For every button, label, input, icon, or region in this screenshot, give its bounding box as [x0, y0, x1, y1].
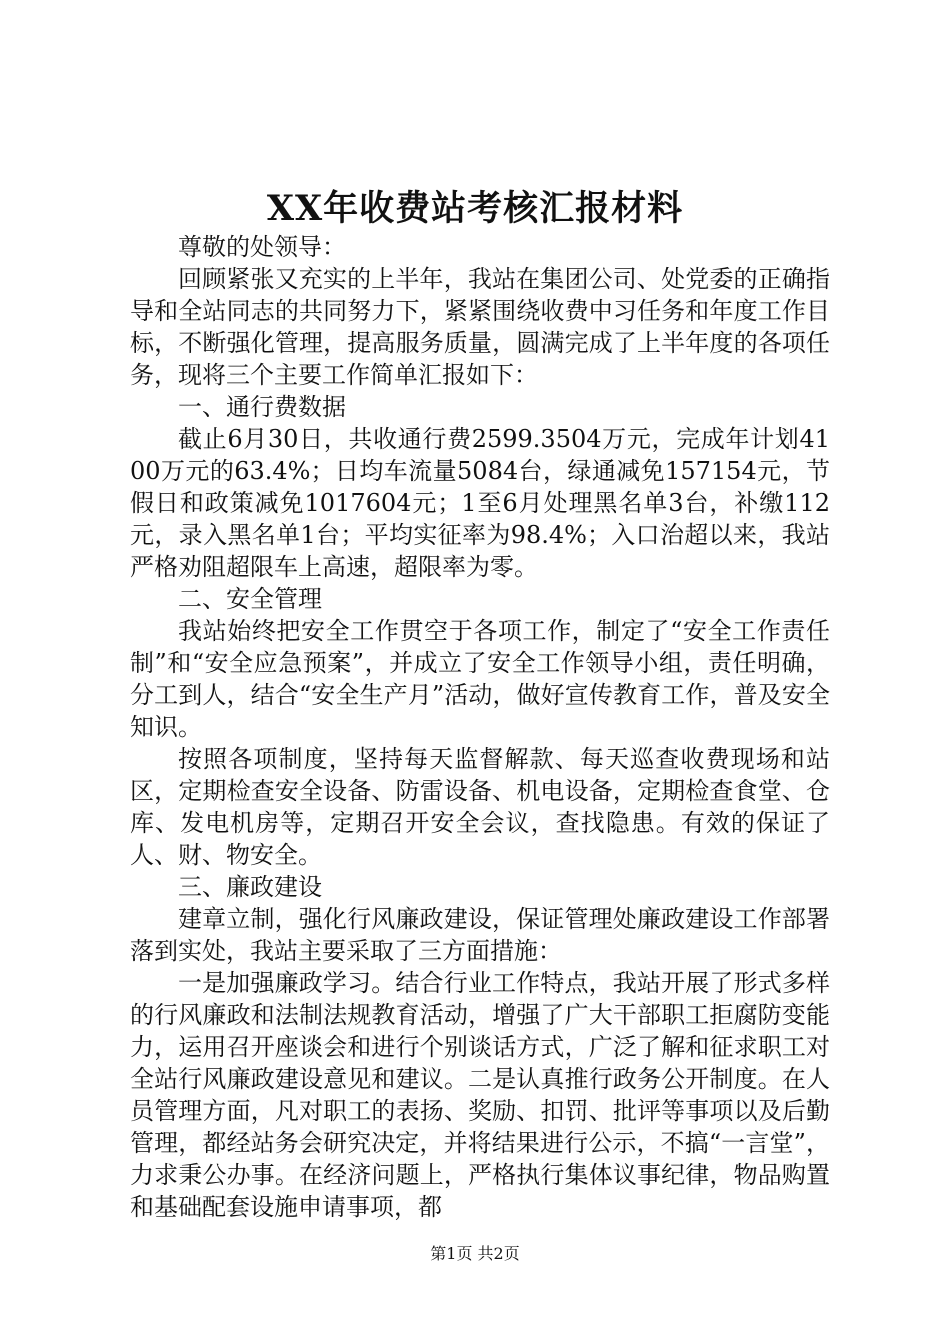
salutation: 尊敬的处领导：	[178, 233, 346, 261]
section-heading-integrity: 三、廉政建设	[178, 873, 322, 901]
safety-paragraph-1: 我站始终把安全工作贯空于各项工作，制定了“安全工作责任制”和“安全应急预案”，并成立了安全工作领导小组，责任明确，分工到人，结合“安全生产月”活动，做好宣传教育工作，普及安全知识。	[130, 617, 830, 741]
integrity-paragraph-2: 一是加强廉政学习。结合行业工作特点，我站开展了形式多样的行风廉政和法制法规教育活动，增强了广大干部职工拒腐防变能力，运用召开座谈会和进行个别谈话方式，广泛了解和征求职工对全站行风廉政建设意见和建议。二是认真推行政务公开制度。在人员管理方面，凡对职工的表扬、奖励、扣罚、批评等事项以及后勤管理，都经站务会研究决定，并将结果进行公示，不搞“一言堂”，力求秉公办事。在经济问题上，严格执行集体议事纪律，物品购置和基础配套设施申请事项，都	[130, 969, 830, 1221]
toll-data-paragraph: 截止6月30日，共收通行费2599.3504万元，完成年计划4100万元的63.4%；日均车流量5084台，绿通减免157154元，节假日和政策减免1017604元；1至6月处理黑名单3台，补缴112元，录入黑名单1台；平均实征率为98.4%；入口治超以来，我站严格劝阻超限车上高速，超限率为零。	[130, 425, 830, 581]
section-heading-toll-data: 一、通行费数据	[178, 393, 346, 421]
safety-paragraph-2: 按照各项制度，坚持每天监督解款、每天巡查收费现场和站区，定期检查安全设备、防雷设备、机电设备，定期检查食堂、仓库、发电机房等，定期召开安全会议，查找隐患。有效的保证了人、财、物安全。	[130, 745, 830, 869]
document-body	[130, 231, 830, 1223]
document-title: XX年收费站考核汇报材料	[266, 188, 684, 229]
integrity-paragraph-1: 建章立制，强化行风廉政建设，保证管理处廉政建设工作部署落到实处，我站主要采取了三方面措施：	[130, 905, 830, 965]
page-footer: 第1页 共2页	[430, 1244, 520, 1263]
section-heading-safety: 二、安全管理	[178, 585, 322, 613]
intro-paragraph: 回顾紧张又充实的上半年，我站在集团公司、处党委的正确指导和全站同志的共同努力下，紧紧围绕收费中习任务和年度工作目标，不断强化管理，提高服务质量，圆满完成了上半年度的各项任务，现将三个主要工作简单汇报如下：	[130, 265, 830, 389]
